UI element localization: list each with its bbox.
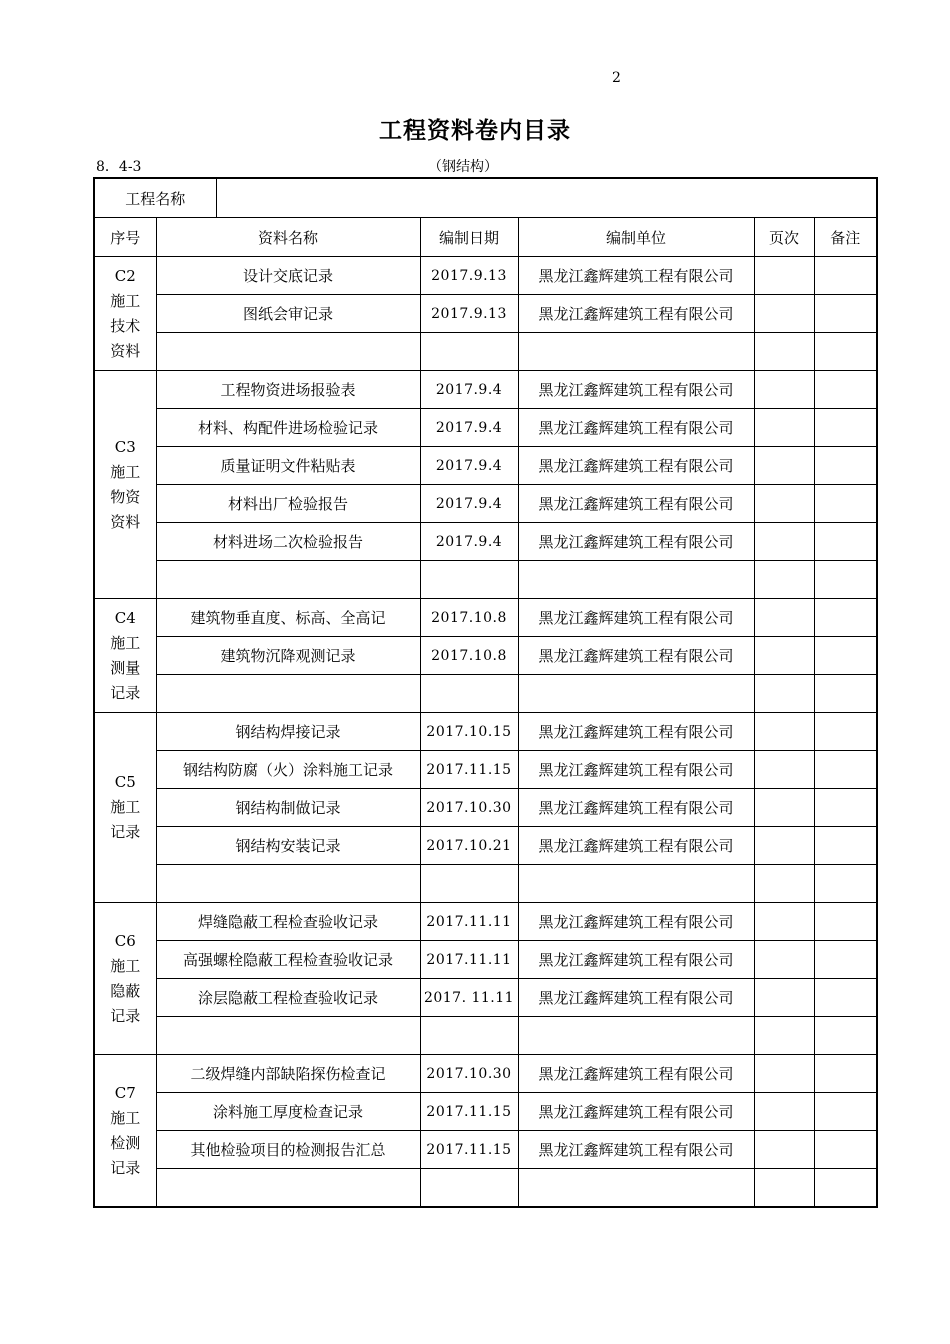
document-name-cell: 材料进场二次检验报告 <box>156 523 420 561</box>
table-row <box>94 599 877 637</box>
pages-cell <box>754 485 814 523</box>
document-name-cell: 材料出厂检验报告 <box>156 485 420 523</box>
unit-cell: 黑龙江鑫辉建筑工程有限公司 <box>518 713 754 751</box>
table-row <box>94 1169 877 1208</box>
table-row <box>94 295 877 333</box>
category-label <box>94 1055 156 1208</box>
date-cell <box>420 865 518 903</box>
page-number: 2 <box>612 70 621 86</box>
unit-cell: 黑龙江鑫辉建筑工程有限公司 <box>518 1055 754 1093</box>
remarks-cell <box>814 637 877 675</box>
document-subtitle: （钢结构） <box>428 159 498 175</box>
date-cell: 2017.10.8 <box>420 599 518 637</box>
remarks-cell <box>814 371 877 409</box>
remarks-cell <box>814 789 877 827</box>
unit-cell: 黑龙江鑫辉建筑工程有限公司 <box>518 523 754 561</box>
remarks-cell <box>814 751 877 789</box>
project-name-value[interactable] <box>216 178 877 218</box>
date-cell: 2017.11.11 <box>420 903 518 941</box>
category-label-line: 资料 <box>110 341 141 360</box>
table-row <box>94 371 877 409</box>
unit-cell: 黑龙江鑫辉建筑工程有限公司 <box>518 447 754 485</box>
category-label-line: 施工 <box>110 291 141 310</box>
remarks-cell <box>814 865 877 903</box>
document-name-cell: 二级焊缝内部缺陷探伤检查记 <box>156 1055 420 1093</box>
category-label-line: 资料 <box>110 512 141 531</box>
document-name-cell: 材料、构配件进场检验记录 <box>156 409 420 447</box>
table-row <box>94 865 877 903</box>
date-cell <box>420 333 518 371</box>
unit-cell <box>518 675 754 713</box>
table-row <box>94 257 877 295</box>
form-code: 8．4-3 <box>96 159 142 175</box>
unit-cell <box>518 865 754 903</box>
pages-cell <box>754 751 814 789</box>
pages-cell <box>754 1017 814 1055</box>
category-label-line: 隐蔽 <box>110 981 141 1000</box>
date-cell: 2017.9.13 <box>420 295 518 333</box>
table-row <box>94 1055 877 1093</box>
unit-cell: 黑龙江鑫辉建筑工程有限公司 <box>518 1131 754 1169</box>
table-row <box>94 637 877 675</box>
unit-cell: 黑龙江鑫辉建筑工程有限公司 <box>518 979 754 1017</box>
table-row <box>94 713 877 751</box>
remarks-cell <box>814 257 877 295</box>
remarks-cell <box>814 561 877 599</box>
table-row <box>94 789 877 827</box>
document-name-cell: 设计交底记录 <box>156 257 420 295</box>
date-cell: 2017.10.30 <box>420 789 518 827</box>
unit-cell: 黑龙江鑫辉建筑工程有限公司 <box>518 409 754 447</box>
remarks-cell <box>814 1131 877 1169</box>
category-label <box>94 903 156 1055</box>
document-name-cell <box>156 1017 420 1055</box>
pages-cell <box>754 903 814 941</box>
catalog-table <box>93 177 878 1208</box>
remarks-cell <box>814 713 877 751</box>
table-row <box>94 675 877 713</box>
unit-cell: 黑龙江鑫辉建筑工程有限公司 <box>518 941 754 979</box>
document-name-cell: 建筑物垂直度、标高、全高记 <box>156 599 420 637</box>
unit-cell <box>518 1169 754 1208</box>
category-label-line: C5 <box>114 773 136 791</box>
category-label-line: 测量 <box>110 658 141 677</box>
pages-cell <box>754 333 814 371</box>
category-label-line: C4 <box>114 608 136 627</box>
pages-cell <box>754 1131 814 1169</box>
date-cell <box>420 561 518 599</box>
header-seq: 序号 <box>94 218 156 257</box>
remarks-cell <box>814 941 877 979</box>
date-cell: 2017.10.21 <box>420 827 518 865</box>
date-cell: 2017.9.4 <box>420 371 518 409</box>
date-cell: 2017.10.8 <box>420 637 518 675</box>
date-cell: 2017.11.15 <box>420 1131 518 1169</box>
pages-cell <box>754 295 814 333</box>
remarks-cell <box>814 1017 877 1055</box>
date-cell: 2017.10.15 <box>420 713 518 751</box>
header-row <box>94 218 877 257</box>
remarks-cell <box>814 675 877 713</box>
pages-cell <box>754 789 814 827</box>
unit-cell <box>518 561 754 599</box>
unit-cell: 黑龙江鑫辉建筑工程有限公司 <box>518 257 754 295</box>
document-name-cell: 高强螺栓隐蔽工程检查验收记录 <box>156 941 420 979</box>
remarks-cell <box>814 1055 877 1093</box>
table-row <box>94 1017 877 1055</box>
date-cell: 2017.9.4 <box>420 409 518 447</box>
category-label <box>94 599 156 713</box>
category-label <box>94 371 156 599</box>
remarks-cell <box>814 827 877 865</box>
category-label-line: 施工 <box>110 462 141 481</box>
table-row <box>94 1131 877 1169</box>
table-row <box>94 447 877 485</box>
category-label-line: 物资 <box>110 487 141 506</box>
remarks-cell <box>814 1093 877 1131</box>
remarks-cell <box>814 1169 877 1208</box>
remarks-cell <box>814 409 877 447</box>
pages-cell <box>754 1093 814 1131</box>
table-row <box>94 1093 877 1131</box>
project-name-row <box>94 178 877 218</box>
pages-cell <box>754 865 814 903</box>
category-label-line: 记录 <box>110 823 141 841</box>
unit-cell: 黑龙江鑫辉建筑工程有限公司 <box>518 751 754 789</box>
date-cell: 2017.10.30 <box>420 1055 518 1093</box>
category-label-line: 记录 <box>110 683 141 702</box>
remarks-cell <box>814 979 877 1017</box>
table-row <box>94 827 877 865</box>
pages-cell <box>754 371 814 409</box>
category-label-line: C2 <box>114 266 136 285</box>
category-label-line: 施工 <box>110 798 141 816</box>
document-name-cell: 涂层隐蔽工程检查验收记录 <box>156 979 420 1017</box>
date-cell: 2017.9.13 <box>420 257 518 295</box>
pages-cell <box>754 637 814 675</box>
table-row <box>94 523 877 561</box>
document-name-cell: 钢结构焊接记录 <box>156 713 420 751</box>
remarks-cell <box>814 523 877 561</box>
category-label <box>94 713 156 903</box>
pages-cell <box>754 599 814 637</box>
table-row <box>94 903 877 941</box>
unit-cell: 黑龙江鑫辉建筑工程有限公司 <box>518 827 754 865</box>
category-label-line: C6 <box>114 931 136 950</box>
table-row <box>94 333 877 371</box>
remarks-cell <box>814 903 877 941</box>
unit-cell: 黑龙江鑫辉建筑工程有限公司 <box>518 295 754 333</box>
document-name-cell <box>156 865 420 903</box>
unit-cell: 黑龙江鑫辉建筑工程有限公司 <box>518 637 754 675</box>
category-label-line: C7 <box>114 1083 136 1102</box>
date-cell <box>420 1169 518 1208</box>
date-cell <box>420 1017 518 1055</box>
header-remarks: 备注 <box>814 218 877 257</box>
pages-cell <box>754 713 814 751</box>
table-row <box>94 941 877 979</box>
unit-cell: 黑龙江鑫辉建筑工程有限公司 <box>518 485 754 523</box>
document-name-cell: 质量证明文件粘贴表 <box>156 447 420 485</box>
unit-cell: 黑龙江鑫辉建筑工程有限公司 <box>518 903 754 941</box>
document-title: 工程资料卷内目录 <box>379 118 571 144</box>
date-cell: 2017.9.4 <box>420 447 518 485</box>
date-cell: 2017.11.15 <box>420 1093 518 1131</box>
remarks-cell <box>814 447 877 485</box>
pages-cell <box>754 827 814 865</box>
unit-cell: 黑龙江鑫辉建筑工程有限公司 <box>518 1093 754 1131</box>
table-row <box>94 561 877 599</box>
unit-cell: 黑龙江鑫辉建筑工程有限公司 <box>518 371 754 409</box>
pages-cell <box>754 1169 814 1208</box>
category-label-line: 施工 <box>110 956 141 975</box>
document-name-cell: 图纸会审记录 <box>156 295 420 333</box>
table-row <box>94 409 877 447</box>
pages-cell <box>754 675 814 713</box>
document-name-cell: 钢结构安装记录 <box>156 827 420 865</box>
document-name-cell: 工程物资进场报验表 <box>156 371 420 409</box>
remarks-cell <box>814 295 877 333</box>
category-label-line: 记录 <box>110 1158 141 1177</box>
remarks-cell <box>814 599 877 637</box>
pages-cell <box>754 257 814 295</box>
pages-cell <box>754 979 814 1017</box>
header-unit: 编制单位 <box>518 218 754 257</box>
category-label-line: 施工 <box>110 633 141 652</box>
document-name-cell <box>156 333 420 371</box>
unit-cell: 黑龙江鑫辉建筑工程有限公司 <box>518 789 754 827</box>
pages-cell <box>754 409 814 447</box>
table-row <box>94 751 877 789</box>
table-row <box>94 485 877 523</box>
document-name-cell: 焊缝隐蔽工程检查验收记录 <box>156 903 420 941</box>
document-name-cell: 钢结构防腐（火）涂料施工记录 <box>156 751 420 789</box>
unit-cell <box>518 333 754 371</box>
document-name-cell: 建筑物沉降观测记录 <box>156 637 420 675</box>
project-name-label: 工程名称 <box>94 178 216 218</box>
category-label-line: C3 <box>114 437 136 456</box>
remarks-cell <box>814 333 877 371</box>
pages-cell <box>754 1055 814 1093</box>
document-name-cell <box>156 561 420 599</box>
pages-cell <box>754 447 814 485</box>
unit-cell: 黑龙江鑫辉建筑工程有限公司 <box>518 599 754 637</box>
remarks-cell <box>814 485 877 523</box>
pages-cell <box>754 523 814 561</box>
date-cell <box>420 675 518 713</box>
date-cell: 2017.11.11 <box>420 941 518 979</box>
pages-cell <box>754 941 814 979</box>
header-date: 编制日期 <box>420 218 518 257</box>
category-label-line: 施工 <box>110 1108 141 1127</box>
date-cell: 2017.9.4 <box>420 485 518 523</box>
unit-cell <box>518 1017 754 1055</box>
category-label-line: 记录 <box>110 1006 141 1025</box>
header-name: 资料名称 <box>156 218 420 257</box>
category-label <box>94 257 156 371</box>
document-name-cell <box>156 1169 420 1208</box>
document-name-cell <box>156 675 420 713</box>
date-cell: 2017.11.15 <box>420 751 518 789</box>
document-name-cell: 其他检验项目的检测报告汇总 <box>156 1131 420 1169</box>
category-label-line: 技术 <box>110 316 141 335</box>
document-name-cell: 钢结构制做记录 <box>156 789 420 827</box>
document-name-cell: 涂料施工厚度检查记录 <box>156 1093 420 1131</box>
header-pages: 页次 <box>754 218 814 257</box>
date-cell: 2017. 11.11 <box>420 979 518 1017</box>
table-row <box>94 979 877 1017</box>
date-cell: 2017.9.4 <box>420 523 518 561</box>
category-label-line: 检测 <box>110 1133 141 1152</box>
pages-cell <box>754 561 814 599</box>
